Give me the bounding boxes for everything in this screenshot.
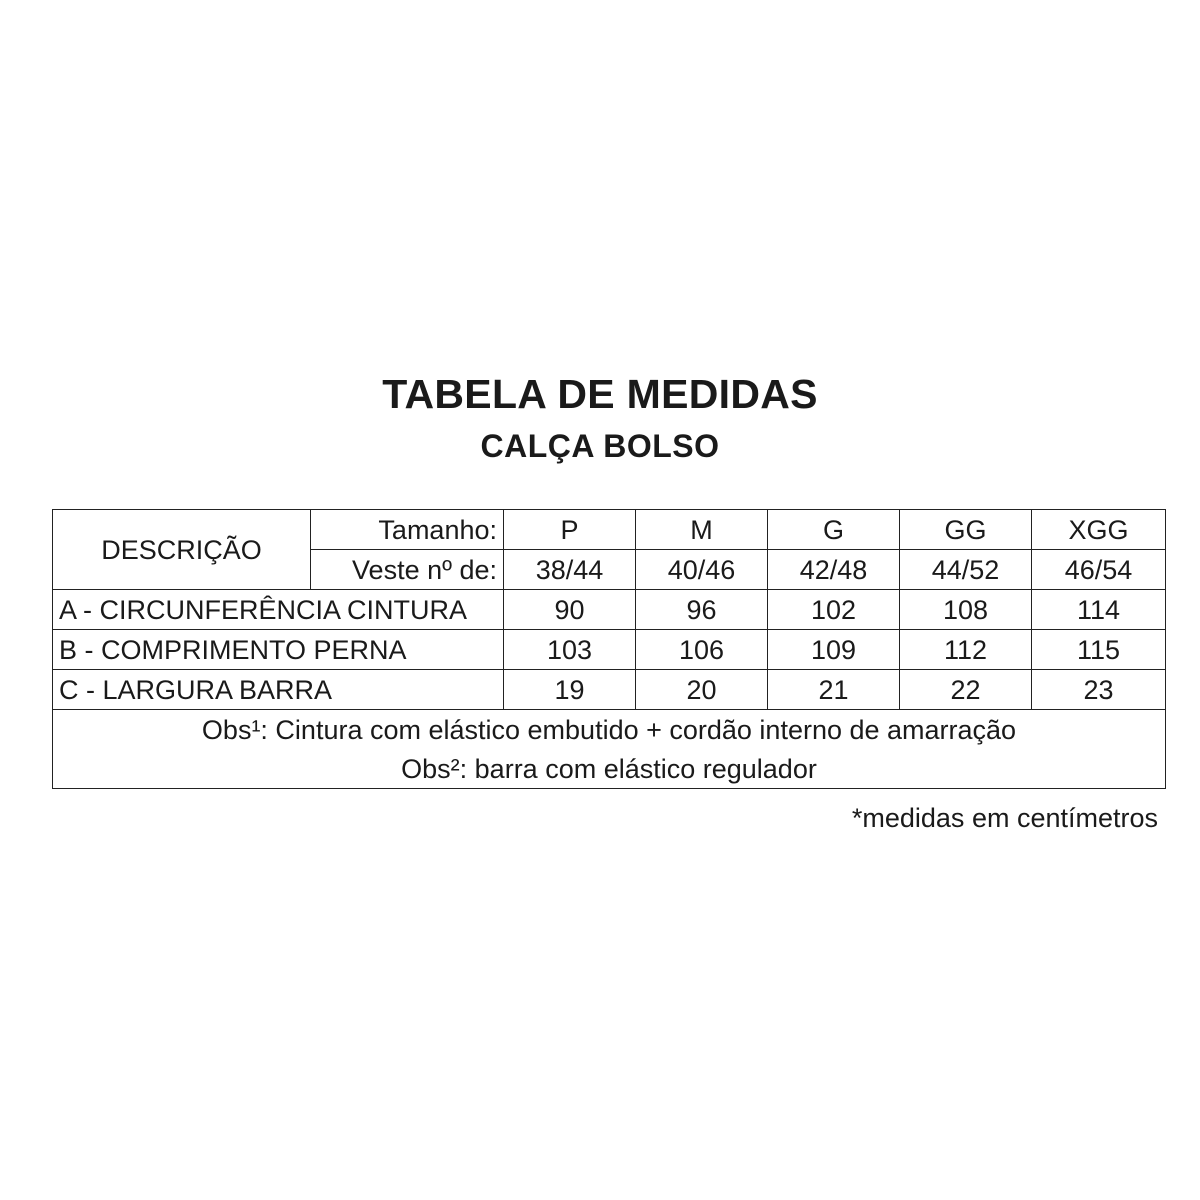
size-cell: GG <box>900 510 1032 550</box>
table-header-row-sizes <box>53 510 1166 550</box>
table-row <box>53 670 1166 710</box>
row-label: B - COMPRIMENTO PERNA <box>53 630 504 670</box>
wear-cell: 46/54 <box>1032 550 1166 590</box>
size-label: Tamanho: <box>311 510 504 550</box>
size-table <box>52 509 1166 789</box>
value-cell: 114 <box>1032 590 1166 630</box>
size-cell: P <box>504 510 636 550</box>
value-cell: 96 <box>636 590 768 630</box>
wear-cell: 42/48 <box>768 550 900 590</box>
size-cell: G <box>768 510 900 550</box>
page-subtitle: CALÇA BOLSO <box>480 428 720 464</box>
table-row <box>53 630 1166 670</box>
value-cell: 20 <box>636 670 768 710</box>
wear-cell: 38/44 <box>504 550 636 590</box>
obs-note-1: Obs¹: Cintura com elástico embutido + cordão interno de amarração <box>53 710 1166 750</box>
obs-note-2: Obs²: barra com elástico regulador <box>53 749 1166 789</box>
value-cell: 23 <box>1032 670 1166 710</box>
size-cell: XGG <box>1032 510 1166 550</box>
value-cell: 21 <box>768 670 900 710</box>
obs-row-2 <box>53 749 1166 789</box>
value-cell: 102 <box>768 590 900 630</box>
row-label: A - CIRCUNFERÊNCIA CINTURA <box>53 590 504 630</box>
value-cell: 112 <box>900 630 1032 670</box>
value-cell: 90 <box>504 590 636 630</box>
size-cell: M <box>636 510 768 550</box>
value-cell: 108 <box>900 590 1032 630</box>
table-row <box>53 590 1166 630</box>
value-cell: 22 <box>900 670 1032 710</box>
obs-row-1 <box>53 710 1166 750</box>
units-footnote: *medidas em centímetros <box>851 803 1158 833</box>
page-title: TABELA DE MEDIDAS <box>382 371 818 417</box>
wear-cell: 44/52 <box>900 550 1032 590</box>
value-cell: 106 <box>636 630 768 670</box>
wear-label: Veste nº de: <box>311 550 504 590</box>
value-cell: 109 <box>768 630 900 670</box>
description-header: DESCRIÇÃO <box>53 510 311 590</box>
row-label: C - LARGURA BARRA <box>53 670 504 710</box>
value-cell: 115 <box>1032 630 1166 670</box>
wear-cell: 40/46 <box>636 550 768 590</box>
value-cell: 103 <box>504 630 636 670</box>
value-cell: 19 <box>504 670 636 710</box>
